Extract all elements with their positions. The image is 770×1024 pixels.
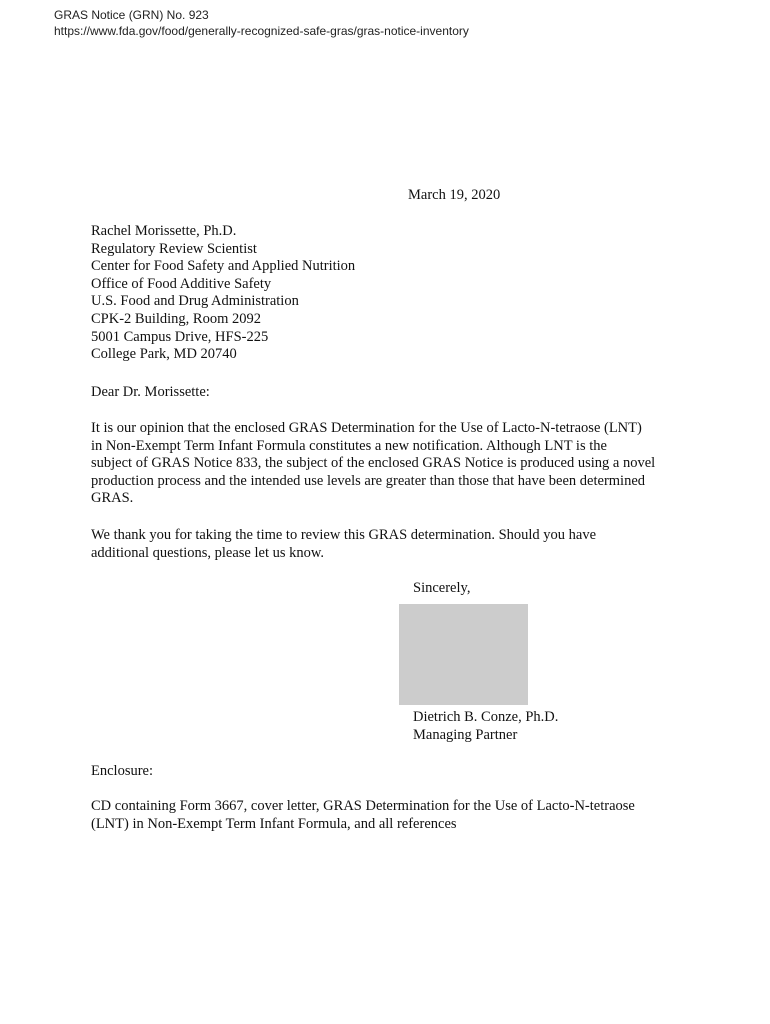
recipient-address bbox=[91, 223, 355, 364]
enclosure-description bbox=[91, 798, 635, 833]
recipient-street: 5001 Campus Drive, HFS-225 bbox=[91, 328, 269, 345]
paragraph-line: production process and the intended use levels are greater than those that have been determined bbox=[91, 472, 646, 489]
recipient-center: Center for Food Safety and Applied Nutrition bbox=[91, 258, 356, 275]
enclosure-label: Enclosure: bbox=[91, 763, 154, 779]
paragraph-line: We thank you for taking the time to review this GRAS determination. Should you have bbox=[91, 527, 597, 543]
paragraph-opinion bbox=[91, 420, 691, 508]
paragraph-line: subject of GRAS Notice 833, the subject of the enclosed GRAS Notice is produced using a novel bbox=[91, 455, 656, 472]
paragraph-line: It is our opinion that the enclosed GRAS Determination for the Use of Lacto-N-tetraose (LNT) bbox=[91, 420, 642, 436]
paragraph-line: additional questions, please let us know. bbox=[91, 544, 325, 561]
paragraph-line: in Non-Exempt Term Infant Formula constitutes a new notification. Although LNT is the bbox=[91, 437, 607, 454]
signer-block bbox=[413, 709, 558, 744]
salutation: Dear Dr. Morissette: bbox=[91, 384, 210, 400]
enclosure-line: CD containing Form 3667, cover letter, GRAS Determination for the Use of Lacto-N-tetraose bbox=[91, 798, 635, 814]
recipient-title: Regulatory Review Scientist bbox=[91, 240, 257, 257]
page-header bbox=[54, 7, 469, 39]
source-url: https://www.fda.gov/food/generally-recognized-safe-gras/gras-notice-inventory bbox=[54, 24, 469, 38]
letter-date: March 19, 2020 bbox=[408, 187, 501, 203]
recipient-building: CPK-2 Building, Room 2092 bbox=[91, 310, 261, 327]
redacted-signature bbox=[399, 604, 528, 705]
enclosure-line: (LNT) in Non-Exempt Term Infant Formula, and all references bbox=[91, 815, 457, 832]
signer-name: Dietrich B. Conze, Ph.D. bbox=[413, 709, 559, 725]
paragraph-line: GRAS. bbox=[91, 490, 134, 507]
recipient-office: Office of Food Additive Safety bbox=[91, 275, 272, 292]
paragraph-thanks bbox=[91, 527, 691, 562]
recipient-name: Rachel Morissette, Ph.D. bbox=[91, 223, 237, 239]
closing: Sincerely, bbox=[413, 580, 471, 596]
notice-title: GRAS Notice (GRN) No. 923 bbox=[54, 8, 209, 22]
recipient-city: College Park, MD 20740 bbox=[91, 346, 237, 363]
signer-title: Managing Partner bbox=[413, 726, 518, 743]
recipient-agency: U.S. Food and Drug Administration bbox=[91, 293, 299, 310]
